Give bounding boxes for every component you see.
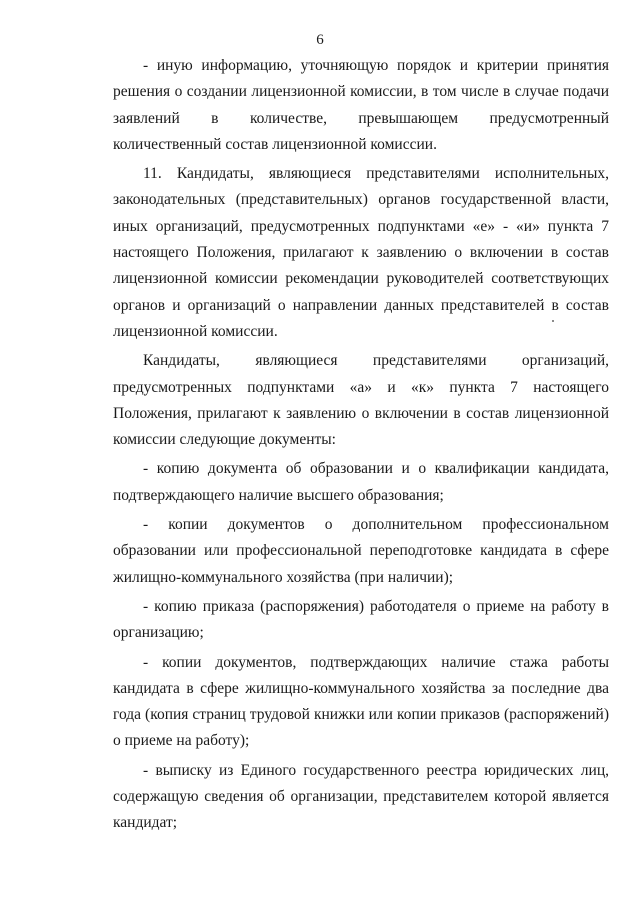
list-item-legal-entities-register: - выписку из Единого государственного реестра юридических лиц, содержащую сведения об организации, представителем которой является кандидат;	[113, 761, 609, 832]
list-item-education-document: - копию документа об образовании и о квалификации кандидата, подтверждающего наличие высшего образования;	[113, 460, 609, 504]
page-number: 6	[316, 32, 324, 48]
document-body	[113, 53, 609, 837]
paragraph-item-11: 11. Кандидаты, являющиеся представителями исполнительных, законодательных (представительных) органов государственной власти, иных организаций, предусмотренных подпунктами «е» - «и» пункта 7 настоящего Положения, прилагают к заявлению о включении в состав лицензионной комиссии рекомендации руководителей соответствующих органов и организаций о направлении данных представителей в состав лицензионной комиссии.	[113, 165, 609, 340]
list-item-work-experience: - копии документов, подтверждающих наличие стажа работы кандидата в сфере жилищно-коммунального хозяйства за последние два года (копия страниц трудовой книжки или копии приказов (распоряжений) о приеме на работу);	[113, 653, 609, 750]
paragraph-candidates-documents: Кандидаты, являющиеся представителями организаций, предусмотренных подпунктами «а» и «к» пункта 7 настоящего Положения, прилагают к заявлению о включении в состав лицензионной комиссии следующие документы:	[113, 352, 609, 449]
list-item-additional-education: - копии документов о дополнительном профессиональном образовании или профессиональной переподготовке кандидата в сфере жилищно-коммунального хозяйства (при наличии);	[113, 516, 609, 586]
scan-speck	[552, 320, 554, 322]
list-item-employment-order: - копию приказа (распоряжения) работодателя о приеме на работу в организацию;	[113, 597, 609, 642]
paragraph-other-information: - иную информацию, уточняющую порядок и критерии принятия решения о создании лицензионной комиссии, в том числе в случае подачи заявлений в количестве, превышающем предусмотренный количественный состав лицензионной комиссии.	[113, 57, 609, 153]
